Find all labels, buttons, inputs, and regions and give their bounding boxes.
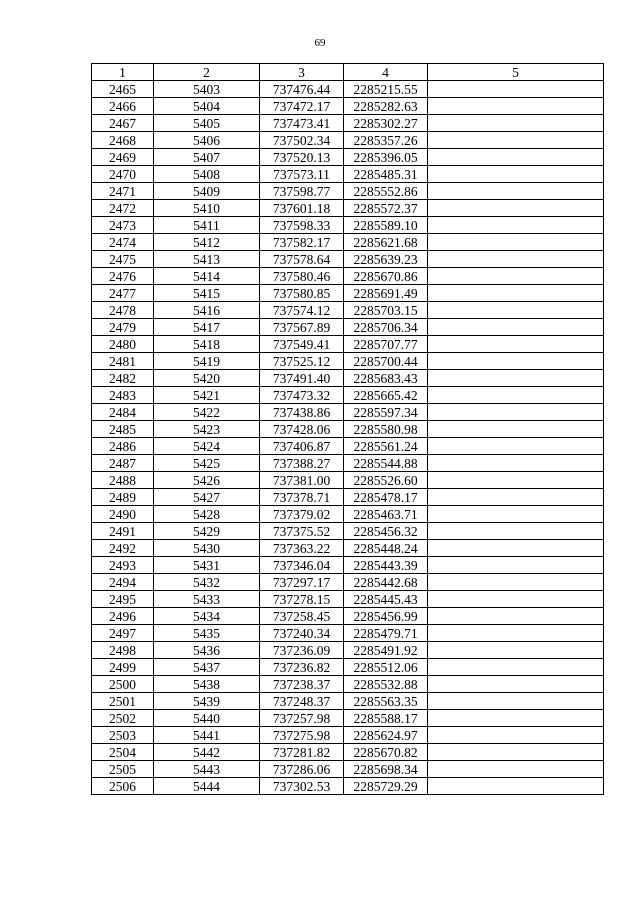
column-header-4: 4: [344, 64, 428, 81]
table-cell-col-2: 5432: [154, 574, 260, 591]
table-cell-col-4: 2285215.55: [344, 81, 428, 98]
table-cell-col-4: 2285563.35: [344, 693, 428, 710]
table-body: [92, 81, 604, 795]
table-cell-col-2: 5435: [154, 625, 260, 642]
table-row: [92, 319, 604, 336]
table-row: [92, 421, 604, 438]
column-header-5: 5: [428, 64, 604, 81]
table-cell-col-4: 2285357.26: [344, 132, 428, 149]
table-row: [92, 234, 604, 251]
table-cell-col-1: 2500: [92, 676, 154, 693]
table-cell-col-5: [428, 183, 604, 200]
table-cell-col-3: 737491.40: [260, 370, 344, 387]
table-cell-col-2: 5405: [154, 115, 260, 132]
table-cell-col-5: [428, 302, 604, 319]
table-cell-col-5: [428, 744, 604, 761]
table-row: [92, 387, 604, 404]
table-cell-col-1: 2489: [92, 489, 154, 506]
table-cell-col-4: 2285443.39: [344, 557, 428, 574]
table-cell-col-3: 737473.32: [260, 387, 344, 404]
table-cell-col-2: 5443: [154, 761, 260, 778]
table-cell-col-3: 737236.82: [260, 659, 344, 676]
table-cell-col-3: 737278.15: [260, 591, 344, 608]
table-cell-col-3: 737257.98: [260, 710, 344, 727]
table-cell-col-3: 737388.27: [260, 455, 344, 472]
table-cell-col-5: [428, 421, 604, 438]
table-cell-col-3: 737346.04: [260, 557, 344, 574]
table-cell-col-2: 5417: [154, 319, 260, 336]
table-cell-col-1: 2473: [92, 217, 154, 234]
table-cell-col-3: 737598.77: [260, 183, 344, 200]
table-cell-col-2: 5430: [154, 540, 260, 557]
table-row: [92, 591, 604, 608]
table-cell-col-3: 737297.17: [260, 574, 344, 591]
table-cell-col-2: 5411: [154, 217, 260, 234]
table-cell-col-3: 737472.17: [260, 98, 344, 115]
table-cell-col-4: 2285706.34: [344, 319, 428, 336]
table-row: [92, 149, 604, 166]
table-row: [92, 268, 604, 285]
table-row: [92, 404, 604, 421]
table-cell-col-3: 737275.98: [260, 727, 344, 744]
table-cell-col-5: [428, 557, 604, 574]
table-cell-col-3: 737598.33: [260, 217, 344, 234]
table-cell-col-4: 2285588.17: [344, 710, 428, 727]
table-cell-col-1: 2479: [92, 319, 154, 336]
table-cell-col-2: 5437: [154, 659, 260, 676]
table-cell-col-5: [428, 115, 604, 132]
table-cell-col-4: 2285700.44: [344, 353, 428, 370]
table-cell-col-3: 737379.02: [260, 506, 344, 523]
table-cell-col-2: 5424: [154, 438, 260, 455]
table-cell-col-2: 5421: [154, 387, 260, 404]
table-row: [92, 642, 604, 659]
table-cell-col-5: [428, 591, 604, 608]
table-row: [92, 761, 604, 778]
table-cell-col-2: 5423: [154, 421, 260, 438]
column-header-1: 1: [92, 64, 154, 81]
table-cell-col-1: 2501: [92, 693, 154, 710]
table-cell-col-2: 5420: [154, 370, 260, 387]
table-cell-col-5: [428, 149, 604, 166]
table-cell-col-5: [428, 727, 604, 744]
table-cell-col-1: 2469: [92, 149, 154, 166]
table-cell-col-4: 2285456.99: [344, 608, 428, 625]
table-cell-col-2: 5436: [154, 642, 260, 659]
table-cell-col-1: 2484: [92, 404, 154, 421]
table-cell-col-1: 2485: [92, 421, 154, 438]
table-row: [92, 506, 604, 523]
table-cell-col-5: [428, 234, 604, 251]
table-row: [92, 523, 604, 540]
table-cell-col-5: [428, 319, 604, 336]
table-row: [92, 710, 604, 727]
table-cell-col-2: 5407: [154, 149, 260, 166]
table-row: [92, 438, 604, 455]
table-cell-col-2: 5403: [154, 81, 260, 98]
table-cell-col-5: [428, 710, 604, 727]
table-cell-col-1: 2474: [92, 234, 154, 251]
table-cell-col-4: 2285544.88: [344, 455, 428, 472]
table-cell-col-3: 737286.06: [260, 761, 344, 778]
table-cell-col-5: [428, 285, 604, 302]
table-cell-col-1: 2482: [92, 370, 154, 387]
table-cell-col-4: 2285580.98: [344, 421, 428, 438]
table-cell-col-5: [428, 336, 604, 353]
table-cell-col-4: 2285445.43: [344, 591, 428, 608]
table-row: [92, 251, 604, 268]
table-cell-col-3: 737381.00: [260, 472, 344, 489]
table-cell-col-5: [428, 200, 604, 217]
table-cell-col-4: 2285491.92: [344, 642, 428, 659]
table-cell-col-5: [428, 98, 604, 115]
table-cell-col-2: 5439: [154, 693, 260, 710]
table-cell-col-3: 737258.45: [260, 608, 344, 625]
table-cell-col-2: 5438: [154, 676, 260, 693]
table-cell-col-2: 5434: [154, 608, 260, 625]
table-cell-col-2: 5413: [154, 251, 260, 268]
table-cell-col-4: 2285589.10: [344, 217, 428, 234]
table-cell-col-4: 2285512.06: [344, 659, 428, 676]
table-cell-col-3: 737578.64: [260, 251, 344, 268]
table-row: [92, 608, 604, 625]
table-cell-col-2: 5431: [154, 557, 260, 574]
table-cell-col-4: 2285478.17: [344, 489, 428, 506]
table-cell-col-4: 2285691.49: [344, 285, 428, 302]
table-cell-col-4: 2285665.42: [344, 387, 428, 404]
table-cell-col-3: 737438.86: [260, 404, 344, 421]
table-cell-col-5: [428, 268, 604, 285]
table-cell-col-1: 2495: [92, 591, 154, 608]
table-cell-col-3: 737567.89: [260, 319, 344, 336]
table-cell-col-3: 737473.41: [260, 115, 344, 132]
table-cell-col-3: 737573.11: [260, 166, 344, 183]
table-cell-col-4: 2285639.23: [344, 251, 428, 268]
table-cell-col-2: 5415: [154, 285, 260, 302]
table-cell-col-3: 737502.34: [260, 132, 344, 149]
table-cell-col-1: 2466: [92, 98, 154, 115]
table-row: [92, 98, 604, 115]
table-row: [92, 472, 604, 489]
table-cell-col-1: 2481: [92, 353, 154, 370]
table-cell-col-1: 2490: [92, 506, 154, 523]
table-cell-col-1: 2478: [92, 302, 154, 319]
table-cell-col-5: [428, 778, 604, 795]
coordinates-table: [91, 63, 604, 795]
table-cell-col-1: 2491: [92, 523, 154, 540]
table-cell-col-3: 737525.12: [260, 353, 344, 370]
table-cell-col-3: 737406.87: [260, 438, 344, 455]
table-row: [92, 455, 604, 472]
table-cell-col-1: 2496: [92, 608, 154, 625]
table-cell-col-4: 2285572.37: [344, 200, 428, 217]
table-cell-col-1: 2487: [92, 455, 154, 472]
table-cell-col-2: 5409: [154, 183, 260, 200]
table-cell-col-3: 737240.34: [260, 625, 344, 642]
table-cell-col-2: 5428: [154, 506, 260, 523]
table-cell-col-4: 2285532.88: [344, 676, 428, 693]
table-cell-col-5: [428, 438, 604, 455]
table-cell-col-3: 737236.09: [260, 642, 344, 659]
table-cell-col-5: [428, 132, 604, 149]
table-cell-col-4: 2285448.24: [344, 540, 428, 557]
table-cell-col-2: 5412: [154, 234, 260, 251]
table-cell-col-5: [428, 489, 604, 506]
table-cell-col-1: 2498: [92, 642, 154, 659]
table-cell-col-2: 5442: [154, 744, 260, 761]
table-cell-col-1: 2472: [92, 200, 154, 217]
table-cell-col-3: 737601.18: [260, 200, 344, 217]
table-cell-col-2: 5410: [154, 200, 260, 217]
table-cell-col-4: 2285456.32: [344, 523, 428, 540]
table-cell-col-1: 2467: [92, 115, 154, 132]
column-header-2: 2: [154, 64, 260, 81]
table-row: [92, 183, 604, 200]
table-cell-col-5: [428, 608, 604, 625]
table-cell-col-4: 2285302.27: [344, 115, 428, 132]
table-row: [92, 744, 604, 761]
table-cell-col-3: 737248.37: [260, 693, 344, 710]
table-cell-col-4: 2285485.31: [344, 166, 428, 183]
table-cell-col-1: 2494: [92, 574, 154, 591]
table-cell-col-5: [428, 81, 604, 98]
table-cell-col-2: 5404: [154, 98, 260, 115]
table-cell-col-2: 5422: [154, 404, 260, 421]
table-cell-col-1: 2502: [92, 710, 154, 727]
table-cell-col-5: [428, 540, 604, 557]
table-cell-col-3: 737580.46: [260, 268, 344, 285]
table-cell-col-2: 5444: [154, 778, 260, 795]
table-row: [92, 693, 604, 710]
table-cell-col-1: 2506: [92, 778, 154, 795]
table-cell-col-1: 2477: [92, 285, 154, 302]
table-cell-col-5: [428, 625, 604, 642]
table-cell-col-1: 2468: [92, 132, 154, 149]
table-cell-col-2: 5433: [154, 591, 260, 608]
table-cell-col-3: 737574.12: [260, 302, 344, 319]
table-row: [92, 727, 604, 744]
table-cell-col-2: 5429: [154, 523, 260, 540]
table-cell-col-5: [428, 472, 604, 489]
table-row: [92, 166, 604, 183]
table-cell-col-4: 2285526.60: [344, 472, 428, 489]
table-row: [92, 659, 604, 676]
table-cell-col-4: 2285670.82: [344, 744, 428, 761]
table-cell-col-5: [428, 251, 604, 268]
table-row: [92, 285, 604, 302]
table-cell-col-3: 737582.17: [260, 234, 344, 251]
table-header-row: [92, 64, 604, 81]
table-row: [92, 132, 604, 149]
table-row: [92, 115, 604, 132]
table-cell-col-3: 737520.13: [260, 149, 344, 166]
table-cell-col-3: 737363.22: [260, 540, 344, 557]
table-row: [92, 370, 604, 387]
table-row: [92, 302, 604, 319]
table-cell-col-1: 2471: [92, 183, 154, 200]
table-cell-col-1: 2499: [92, 659, 154, 676]
column-header-3: 3: [260, 64, 344, 81]
table-cell-col-2: 5419: [154, 353, 260, 370]
table-cell-col-5: [428, 506, 604, 523]
table-cell-col-5: [428, 523, 604, 540]
table-row: [92, 217, 604, 234]
table-cell-col-4: 2285597.34: [344, 404, 428, 421]
table-cell-col-2: 5440: [154, 710, 260, 727]
table-cell-col-5: [428, 217, 604, 234]
table-row: [92, 574, 604, 591]
table-cell-col-2: 5414: [154, 268, 260, 285]
table-cell-col-4: 2285621.68: [344, 234, 428, 251]
table-cell-col-4: 2285479.71: [344, 625, 428, 642]
table-cell-col-1: 2503: [92, 727, 154, 744]
table-cell-col-4: 2285552.86: [344, 183, 428, 200]
table-cell-col-1: 2488: [92, 472, 154, 489]
table-row: [92, 625, 604, 642]
table-row: [92, 81, 604, 98]
table-cell-col-3: 737302.53: [260, 778, 344, 795]
table-cell-col-4: 2285729.29: [344, 778, 428, 795]
table-cell-col-5: [428, 387, 604, 404]
table-cell-col-5: [428, 761, 604, 778]
table-row: [92, 489, 604, 506]
table-cell-col-2: 5425: [154, 455, 260, 472]
table-cell-col-5: [428, 370, 604, 387]
table-cell-col-2: 5416: [154, 302, 260, 319]
table-cell-col-4: 2285707.77: [344, 336, 428, 353]
table-cell-col-1: 2493: [92, 557, 154, 574]
table-cell-col-2: 5426: [154, 472, 260, 489]
table-cell-col-4: 2285463.71: [344, 506, 428, 523]
table-cell-col-2: 5427: [154, 489, 260, 506]
table-cell-col-2: 5418: [154, 336, 260, 353]
page-number: 69: [314, 37, 326, 49]
table-cell-col-4: 2285282.63: [344, 98, 428, 115]
table-cell-col-1: 2492: [92, 540, 154, 557]
table-cell-col-4: 2285396.05: [344, 149, 428, 166]
table-cell-col-1: 2504: [92, 744, 154, 761]
table-cell-col-4: 2285683.43: [344, 370, 428, 387]
table-cell-col-3: 737378.71: [260, 489, 344, 506]
table-cell-col-1: 2505: [92, 761, 154, 778]
table-cell-col-5: [428, 404, 604, 421]
table-cell-col-4: 2285624.97: [344, 727, 428, 744]
table-row: [92, 557, 604, 574]
table-cell-col-5: [428, 659, 604, 676]
table-cell-col-2: 5441: [154, 727, 260, 744]
table-cell-col-1: 2465: [92, 81, 154, 98]
table-row: [92, 353, 604, 370]
table-cell-col-1: 2476: [92, 268, 154, 285]
table-cell-col-5: [428, 574, 604, 591]
table-cell-col-1: 2470: [92, 166, 154, 183]
table-cell-col-3: 737281.82: [260, 744, 344, 761]
table-cell-col-3: 737549.41: [260, 336, 344, 353]
table-cell-col-2: 5408: [154, 166, 260, 183]
table-cell-col-5: [428, 693, 604, 710]
table-cell-col-5: [428, 455, 604, 472]
table-cell-col-1: 2497: [92, 625, 154, 642]
table-cell-col-3: 737580.85: [260, 285, 344, 302]
table-cell-col-3: 737238.37: [260, 676, 344, 693]
table-row: [92, 778, 604, 795]
table-cell-col-3: 737476.44: [260, 81, 344, 98]
table-cell-col-5: [428, 353, 604, 370]
table-cell-col-2: 5406: [154, 132, 260, 149]
table-row: [92, 676, 604, 693]
table-row: [92, 336, 604, 353]
table-cell-col-4: 2285442.68: [344, 574, 428, 591]
table-cell-col-3: 737428.06: [260, 421, 344, 438]
table-cell-col-4: 2285561.24: [344, 438, 428, 455]
table-cell-col-4: 2285703.15: [344, 302, 428, 319]
table-cell-col-4: 2285698.34: [344, 761, 428, 778]
table-row: [92, 200, 604, 217]
table-cell-col-5: [428, 676, 604, 693]
table-cell-col-5: [428, 166, 604, 183]
table-cell-col-1: 2480: [92, 336, 154, 353]
table-cell-col-1: 2475: [92, 251, 154, 268]
table-row: [92, 540, 604, 557]
table-cell-col-3: 737375.52: [260, 523, 344, 540]
table-cell-col-4: 2285670.86: [344, 268, 428, 285]
table-cell-col-5: [428, 642, 604, 659]
table-cell-col-1: 2486: [92, 438, 154, 455]
table-cell-col-1: 2483: [92, 387, 154, 404]
